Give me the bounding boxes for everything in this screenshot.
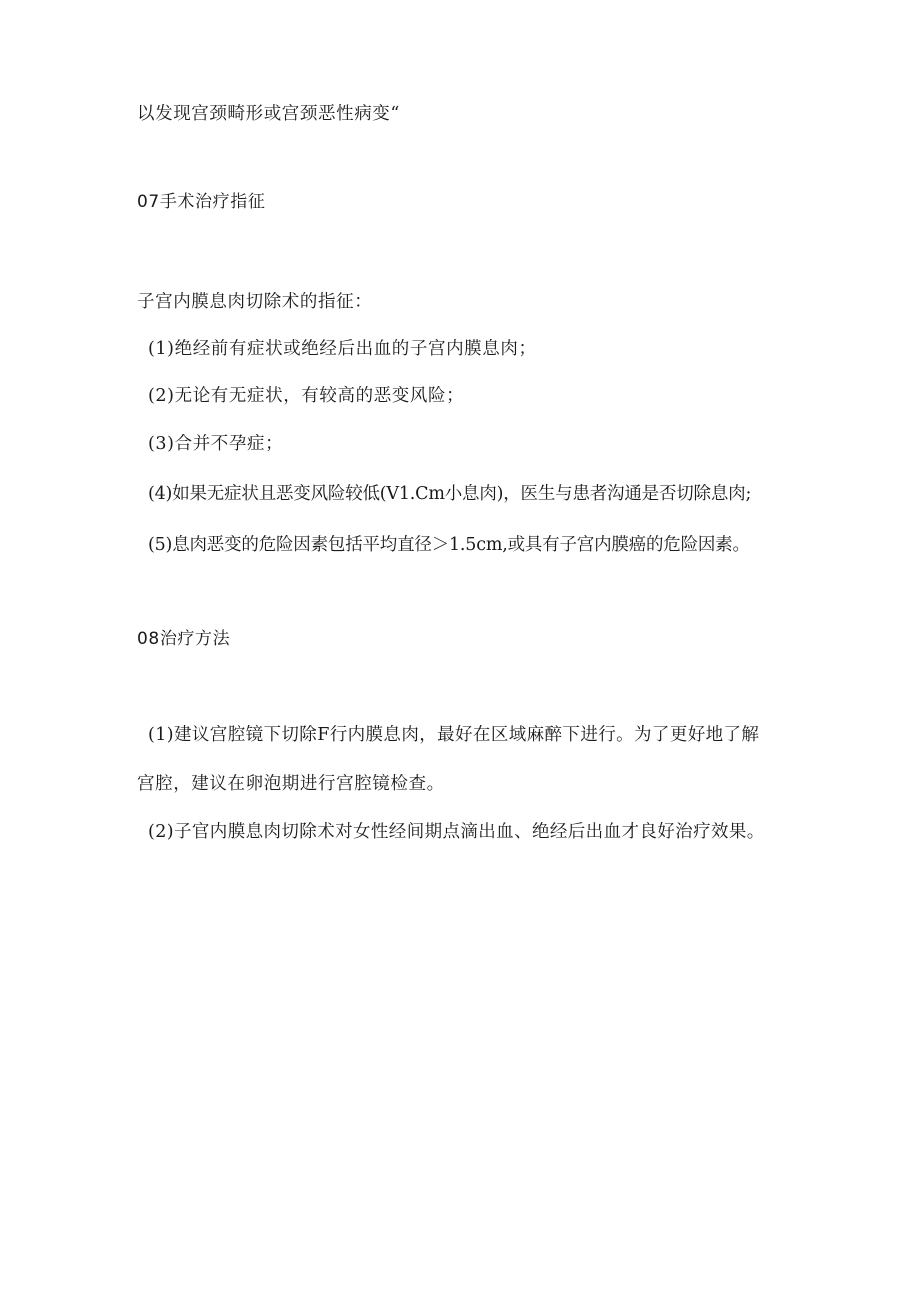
indication-item-1: (1)绝经前有症状或绝经后出血的子宫内膜息肉； bbox=[148, 339, 537, 359]
treatment-item-1-line-2: 宫腔，建议在卵泡期进行宫腔镜检查。 bbox=[137, 774, 445, 794]
section-07-lead: 子宫内膜息肉切除术的指征： bbox=[137, 292, 373, 312]
treatment-item-1-line-1: (1)建议宫腔镜下切除F行内膜息肉，最好在区域麻醉下进行。为了更好地了解 bbox=[148, 725, 760, 745]
indication-item-2: (2)无论有无症状，有较高的恶变风险； bbox=[148, 386, 465, 406]
section-08-heading: 08治疗方法 bbox=[137, 629, 231, 649]
indication-item-5: (5)息肉恶变的危险因素包括平均直径＞1.5cm,或具有子宫内膜癌的危险因素。 bbox=[148, 535, 750, 555]
intro-line: 以发现宫颈畸形或宫颈恶性病变“ bbox=[137, 104, 400, 124]
section-07-heading: 07手术治疗指征 bbox=[137, 192, 266, 212]
treatment-item-2: (2)子官内膜息肉切除术对女性经间期点滴出血、绝经后出血才良好治疗效果。 bbox=[148, 822, 765, 842]
indication-item-4: (4)如果无症状且恶变风险较低(V1.Cm小息肉)，医生与患者沟通是否切除息肉; bbox=[148, 484, 752, 504]
indication-item-3: (3)合并不孕症； bbox=[148, 434, 284, 454]
